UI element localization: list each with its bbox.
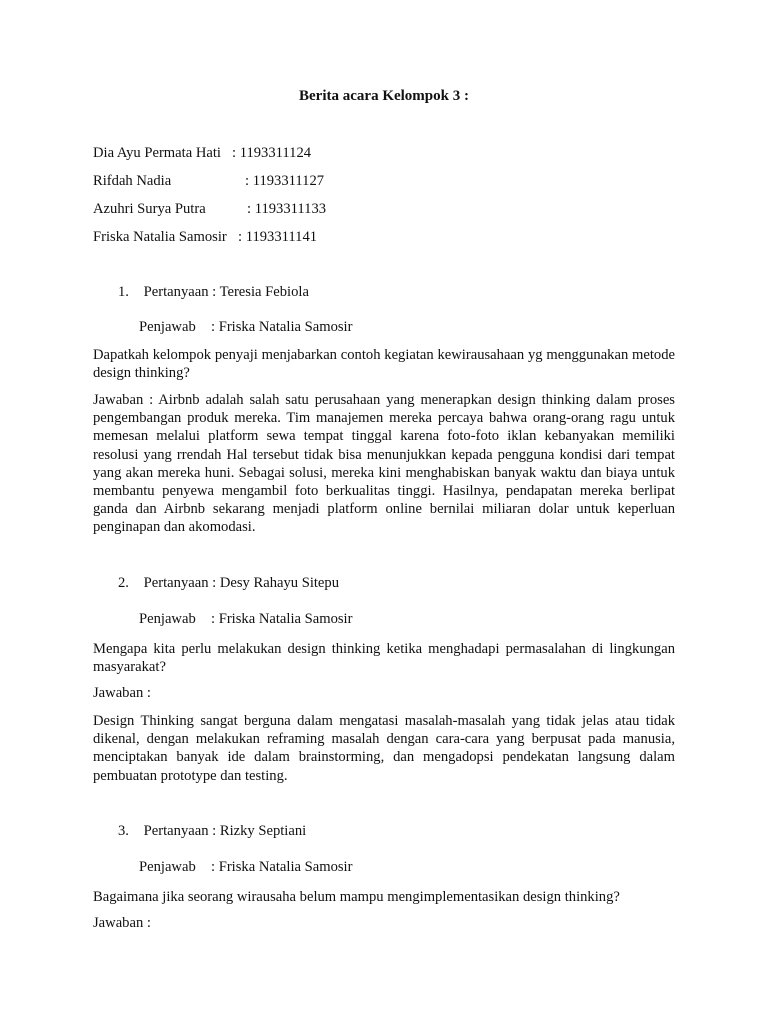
member-name: Azuhri Surya Putra bbox=[93, 201, 206, 217]
answerer-label: Penjawab bbox=[139, 319, 196, 335]
answerer-line bbox=[139, 611, 352, 628]
question-asker: Pertanyaan : Desy Rahayu Sitepu bbox=[143, 575, 340, 591]
document-title: Berita acara Kelompok 3 : bbox=[299, 88, 469, 104]
answerer-line bbox=[139, 859, 352, 876]
question-text: Mengapa kita perlu melakukan design thinking ketika menghadapi permasalahan di lingkungan masyarakat? bbox=[93, 641, 675, 676]
answerer-label: Penjawab bbox=[139, 611, 196, 627]
member-name: Friska Natalia Samosir bbox=[93, 229, 227, 245]
question-heading bbox=[118, 575, 339, 592]
answerer-name: : Friska Natalia Samosir bbox=[211, 859, 353, 875]
member-name: Rifdah Nadia bbox=[93, 173, 172, 189]
member-id: : 1193311133 bbox=[247, 201, 327, 217]
question-heading bbox=[118, 284, 309, 301]
member-id: : 1193311124 bbox=[232, 145, 312, 161]
answerer-label: Penjawab bbox=[139, 859, 196, 875]
member-id: : 1193311127 bbox=[245, 173, 325, 189]
answer-text: Design Thinking sangat berguna dalam mengatasi masalah-masalah yang tidak jelas atau tidak dikenal, dengan melakukan reframing masalah dengan cara-cara yang berpusat pada manusia, menciptakan banyak ide dalam brainstorming, dan mengadopsi pendekatan langsung dalam pembuatan prototype dan testing. bbox=[93, 713, 675, 784]
question-text: Dapatkah kelompok penyaji menjabarkan contoh kegiatan kewirausahaan yg menggunakan metode design thinking? bbox=[93, 347, 675, 382]
answerer-name: : Friska Natalia Samosir bbox=[211, 611, 353, 627]
question-number: 2. bbox=[118, 575, 129, 591]
answerer-line bbox=[139, 319, 352, 336]
member-id: : 1193311141 bbox=[238, 229, 318, 245]
answer-label: Jawaban : bbox=[93, 915, 151, 931]
question-asker: Pertanyaan : Rizky Septiani bbox=[143, 823, 307, 839]
answer-label: Jawaban : bbox=[93, 685, 151, 701]
question-heading bbox=[118, 823, 306, 840]
answer-text: Jawaban : Airbnb adalah salah satu perusahaan yang menerapkan design thinking dalam proses pengembangan produk mereka. Tim manajemen mereka percaya bahwa orang-orang ragu untuk memesan melalui platform sewa tempat tinggal karena foto-foto iklan kebanyakan memiliki resolusi yang rrendah Hal tersebut tidak bisa menunjukkan kepada pengguna kondisi dari tempat yang akan mereka huni. Sebagai solusi, mereka kini menghabiskan banyak waktu dan biaya untuk membantu penyewa mengambil foto berkualitas tinggi. Hasilnya, pendapatan mereka berlipat ganda dan Airbnb sekarang menjadi platform online bernilai miliaran dolar untuk keperluan penginapan dan akomodasi. bbox=[93, 392, 675, 536]
question-text: Bagaimana jika seorang wirausaha belum mampu mengimplementasikan design thinking? bbox=[93, 889, 620, 905]
answerer-name: : Friska Natalia Samosir bbox=[211, 319, 353, 335]
question-asker: Pertanyaan : Teresia Febiola bbox=[143, 284, 309, 300]
question-number: 1. bbox=[118, 284, 129, 300]
member-name: Dia Ayu Permata Hati bbox=[93, 145, 221, 161]
question-number: 3. bbox=[118, 823, 129, 839]
